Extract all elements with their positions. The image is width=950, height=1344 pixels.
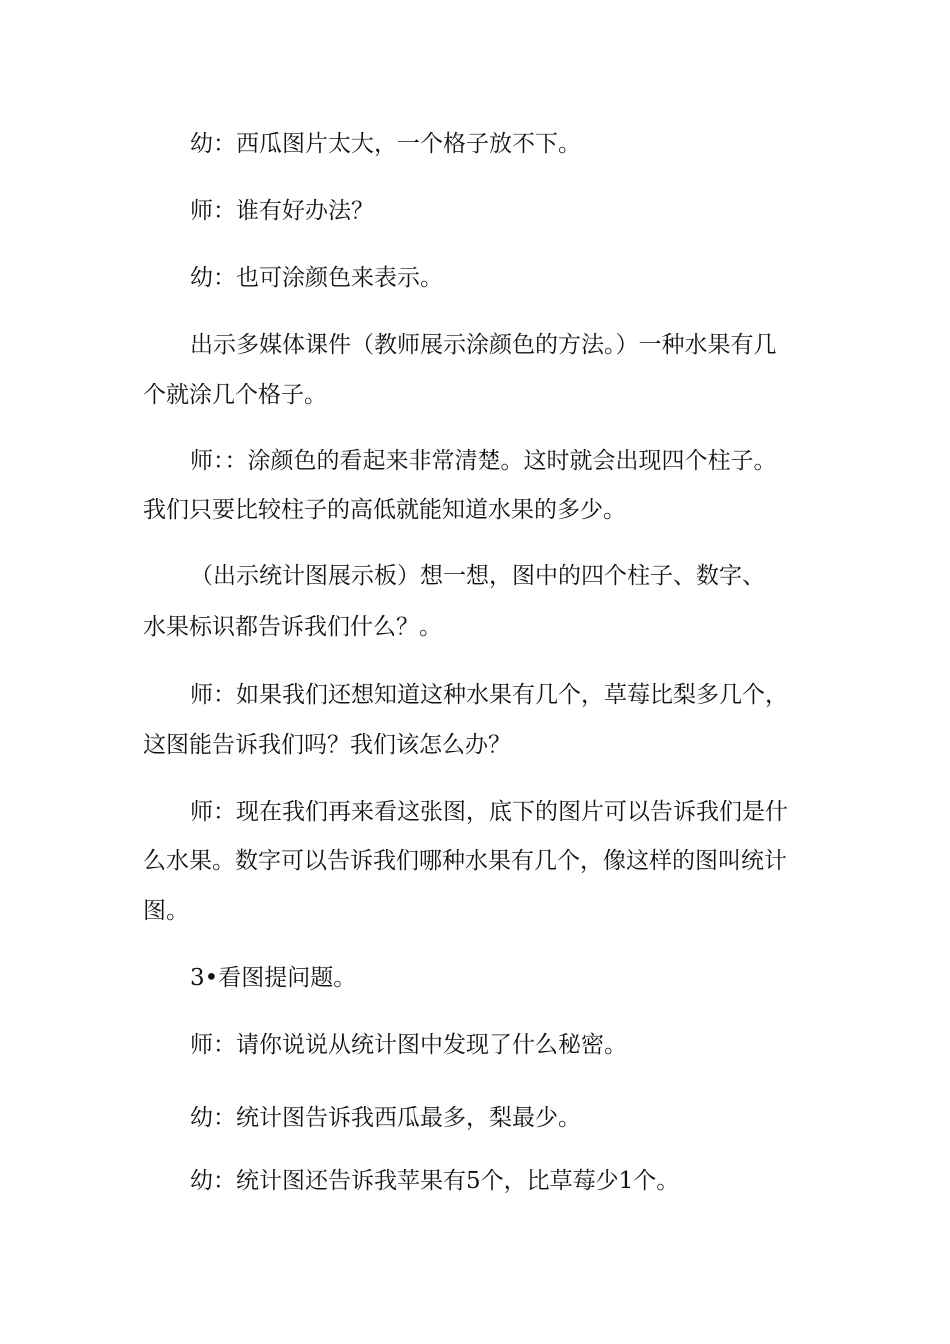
dialogue-line: 幼：统计图还告诉我苹果有5个，比草莓少1个。	[190, 1168, 680, 1194]
paragraph-line: 这图能告诉我们吗？我们该怎么办？	[143, 732, 511, 758]
paragraph-line: 水果标识都告诉我们什么？。	[143, 614, 442, 640]
paragraph-line: 我们只要比较柱子的高低就能知道水果的多少。	[143, 497, 626, 523]
dialogue-line: 师：谁有好办法？	[190, 198, 374, 224]
paragraph-line: 师：：涂颜色的看起来非常清楚。这时就会出现四个柱子。	[190, 448, 777, 474]
paragraph-line: 图。	[143, 898, 189, 924]
dialogue-line: 幼：西瓜图片太大，一个格子放不下。	[190, 131, 581, 157]
paragraph-line: 师：如果我们还想知道这种水果有几个，草莓比梨多几个，	[190, 682, 788, 708]
paragraph-line: 么水果。数字可以告诉我们哪种水果有几个，像这样的图叫统计	[143, 848, 787, 874]
paragraph-line: 出示多媒体课件（教师展示涂颜色的方法。）一种水果有几	[190, 332, 777, 358]
dialogue-line: 师：请你说说从统计图中发现了什么秘密。	[190, 1032, 627, 1058]
paragraph-line: 师：现在我们再来看这张图，底下的图片可以告诉我们是什	[190, 799, 788, 825]
paragraph-line: （出示统计图展示板）想一想，图中的四个柱子、数字、	[190, 563, 765, 589]
section-heading: 3•看图提问题。	[190, 965, 357, 991]
paragraph-line: 个就涂几个格子。	[143, 382, 327, 408]
dialogue-line: 幼：也可涂颜色来表示。	[190, 265, 443, 291]
dialogue-line: 幼：统计图告诉我西瓜最多，梨最少。	[190, 1105, 581, 1131]
